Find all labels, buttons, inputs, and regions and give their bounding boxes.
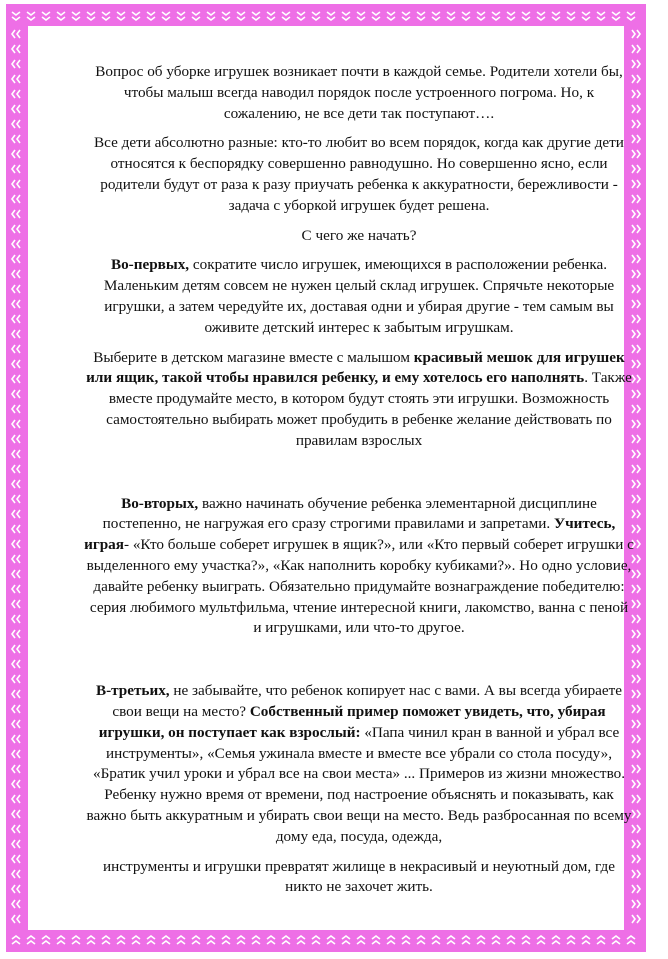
paragraph-children-differ: Все дети абсолютно разные: кто-то любит во всем порядок, когда как другие дети относятся к беспорядку совершенно равнодушно. Но совершенно ясно, если родители будут от раза к разу приучать ребенка к аккуратности, бережливости - задача с уборкой игрушек будет решена. bbox=[94, 134, 624, 214]
third-text-2: «Папа чинил кран в ванной и убрал все инструменты», «Семья ужинала вместе и вместе все убрали со стола посуду», «Братик учил уроки и убрал все на свои места» ... Примеров из жизни множество. Ребенку нужно время от времени, под настроение объяснять и показывать, как важно быть аккуратным и убирать свои вещи на место. Ведь разбросанная по всему дому еда, посуда, одежда, bbox=[86, 723, 632, 845]
bag-text-end: . Также вместе продумайте место, в котором будут стоять эти игрушки. Возможность самостоятельно выбирать может пробудить в ребенке желание действовать по правилам взрослых bbox=[106, 369, 632, 449]
spacer bbox=[84, 461, 634, 494]
spacer bbox=[84, 648, 634, 681]
paragraph-second bbox=[84, 494, 634, 640]
paragraph-third bbox=[84, 681, 634, 847]
bag-bold-text: красивый мешок для игрушек или ящик, такой чтобы нравился ребенку, и ему хотелось его наполнять bbox=[86, 348, 625, 387]
paragraph-first bbox=[84, 255, 634, 338]
bag-text-start: Выберите в детском магазине вместе с малышом bbox=[93, 348, 414, 366]
second-bold-play: Учитесь, играя bbox=[84, 515, 616, 554]
paragraph-toy-bag bbox=[84, 348, 634, 452]
closing-paragraph: инструменты и игрушки превратят жилище в некрасивый и неуютный дом, где никто не захочет жить. bbox=[103, 857, 615, 896]
first-text: сократите число игрушек, имеющихся в расположении ребенка. Маленьким детям совсем не нужен целый склад игрушек. Спрячьте некоторые игрушки, а затем чередуйте их, доставая одни и убирая другие - тем самым вы оживите детский интерес к забытым игрушкам. bbox=[103, 256, 615, 336]
third-bold-example: Собственный пример поможет увидеть, что, убирая игрушки, он поступает как взрослый: bbox=[98, 702, 606, 741]
third-text-1: не забывайте, что ребенок копирует нас с вами. А вы всегда убираете свои вещи на место? bbox=[112, 682, 623, 720]
document-body bbox=[84, 62, 634, 907]
second-text-2: - «Кто больше соберет игрушек в ящик?», или «Кто первый соберет игрушки с выделенного ему участка?», «Как наполнить коробку кубиками?». Но одно условие, давайте ребенку выиграть. Обязательно придумайте вознаграждение победителю: серия любимого мультфильма, чтение интересной книги, лакомство, ванна с пеной и игрушками, или что-то другое. bbox=[86, 536, 634, 637]
third-label: В-третьих, bbox=[95, 682, 170, 700]
second-text-1: важно начинать обучение ребенка элементарной дисциплине постепенно, не нагружая его сразу строгими правилами и запретами. bbox=[102, 494, 597, 533]
intro-paragraph: Вопрос об уборке игрушек возникает почти в каждой семье. Родители хотели бы, чтобы малыш всегда наводил порядок после устроенного погрома. Но, к сожалению, не все дети так поступают…. bbox=[95, 63, 623, 122]
first-label: Во-первых, bbox=[110, 256, 190, 274]
second-label: Во-вторых, bbox=[121, 494, 199, 512]
question-heading: С чего же начать? bbox=[301, 226, 417, 244]
